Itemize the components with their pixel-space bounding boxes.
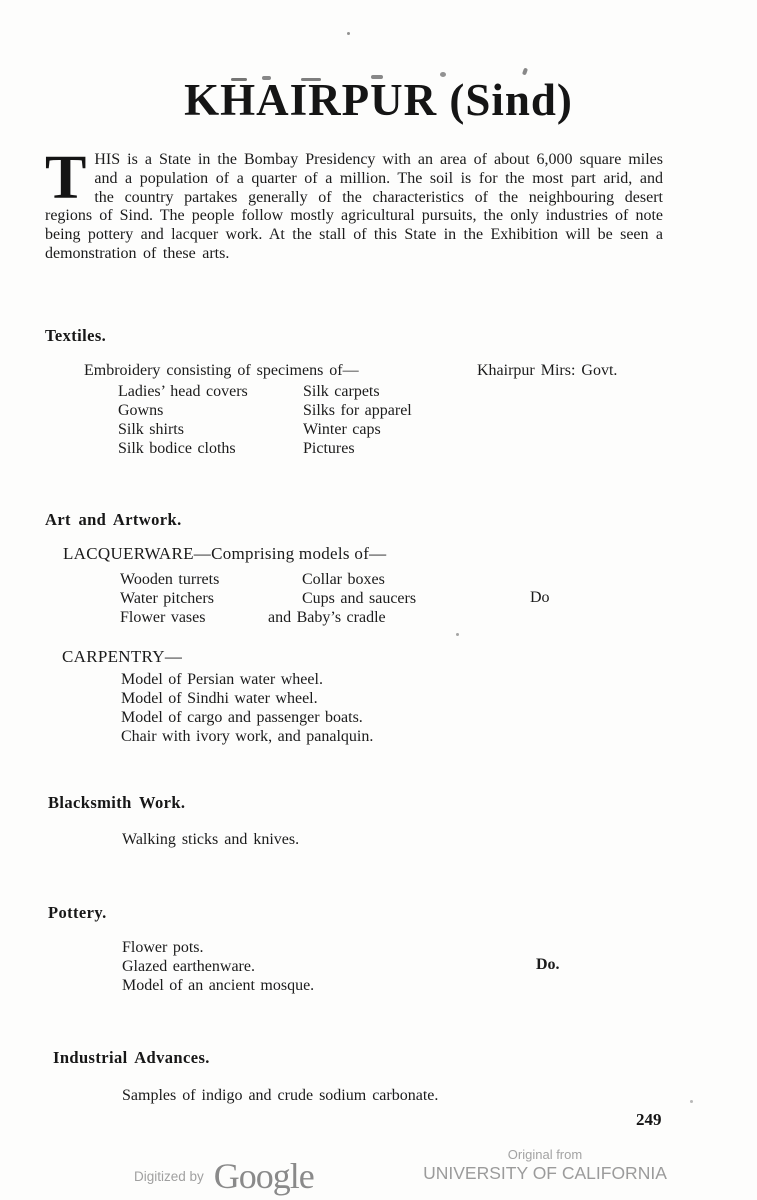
lacquerware-heading: LACQUERWARE—Comprising models of—	[63, 544, 387, 563]
list-item: Collar boxes	[302, 571, 385, 588]
footer-digitized	[134, 1158, 314, 1194]
digitized-by-label: Digitized by	[134, 1168, 204, 1184]
ditto-mark-pottery: Do.	[536, 956, 560, 973]
industrial-item: Samples of indigo and crude sodium carbonate.	[122, 1087, 439, 1104]
list-item: Pictures	[303, 440, 355, 457]
list-item: Water pitchers	[120, 590, 214, 607]
textiles-exhibitor: Khairpur Mirs: Govt.	[477, 362, 618, 379]
list-item: Flower pots.	[122, 939, 204, 956]
blacksmith-item: Walking sticks and knives.	[122, 831, 300, 848]
section-heading-blacksmith: Blacksmith Work.	[48, 793, 186, 812]
list-item: Winter caps	[303, 421, 381, 438]
page-title: KHAIRPUR (Sind)	[184, 75, 573, 125]
lacquerware-item-table	[120, 570, 416, 627]
list-item: Silk carpets	[303, 383, 380, 400]
section-heading-pottery: Pottery.	[48, 903, 107, 922]
carpentry-item-list	[121, 670, 373, 746]
list-item: Glazed earthenware.	[122, 958, 255, 975]
section-heading-industrial: Industrial Advances.	[53, 1048, 210, 1067]
footer-provenance	[420, 1146, 670, 1184]
list-item: Flower vases	[120, 609, 206, 626]
list-item: Model of Sindhi water wheel.	[121, 690, 318, 707]
list-item: Silk shirts	[118, 421, 184, 438]
list-item: Silks for apparel	[303, 402, 412, 419]
institution-label: UNIVERSITY OF CALIFORNIA	[423, 1163, 667, 1183]
carpentry-heading: CARPENTRY—	[62, 647, 183, 666]
list-item: Gowns	[118, 402, 164, 419]
section-heading-art: Art and Artwork.	[45, 510, 182, 529]
textiles-item-table	[118, 382, 412, 458]
scan-artifact	[347, 32, 350, 35]
original-from-label: Original from	[507, 1147, 583, 1162]
scan-artifact	[456, 633, 459, 636]
textiles-intro-line: Embroidery consisting of specimens of—	[84, 362, 359, 379]
drop-cap: T	[45, 144, 87, 212]
list-item: Wooden turrets	[120, 571, 220, 588]
list-item: Ladies’ head covers	[118, 383, 248, 400]
pottery-item-list	[122, 938, 314, 995]
google-logo: Google	[213, 1156, 314, 1196]
ditto-mark-lacquerware: Do	[530, 589, 550, 606]
list-item: Chair with ivory work, and panalquin.	[121, 728, 374, 745]
list-item: Cups and saucers	[302, 590, 417, 607]
list-item: and Baby’s cradle	[268, 609, 386, 626]
scan-artifact	[690, 1100, 693, 1103]
list-item: Model of cargo and passenger boats.	[121, 709, 363, 726]
intro-text: HIS is a State in the Bombay Presidency with an area of about 6,000 square miles and a population of a quarter of a million. The soil is for the most part arid, and the country partakes generally of the characteristics of the neighbouring desert regions of Sind. The people follow mostly agricultural pursuits, the only industries of note being pottery and lacquer work. At the stall of this State in the Exhibition will be seen a demonstration of these arts.	[45, 151, 663, 262]
list-item: Model of Persian water wheel.	[121, 671, 323, 688]
list-item: Model of an ancient mosque.	[122, 977, 315, 994]
section-heading-textiles: Textiles.	[45, 326, 107, 345]
list-item: Silk bodice cloths	[118, 440, 236, 457]
page-number: 249	[636, 1110, 662, 1129]
intro-paragraph	[45, 144, 663, 264]
